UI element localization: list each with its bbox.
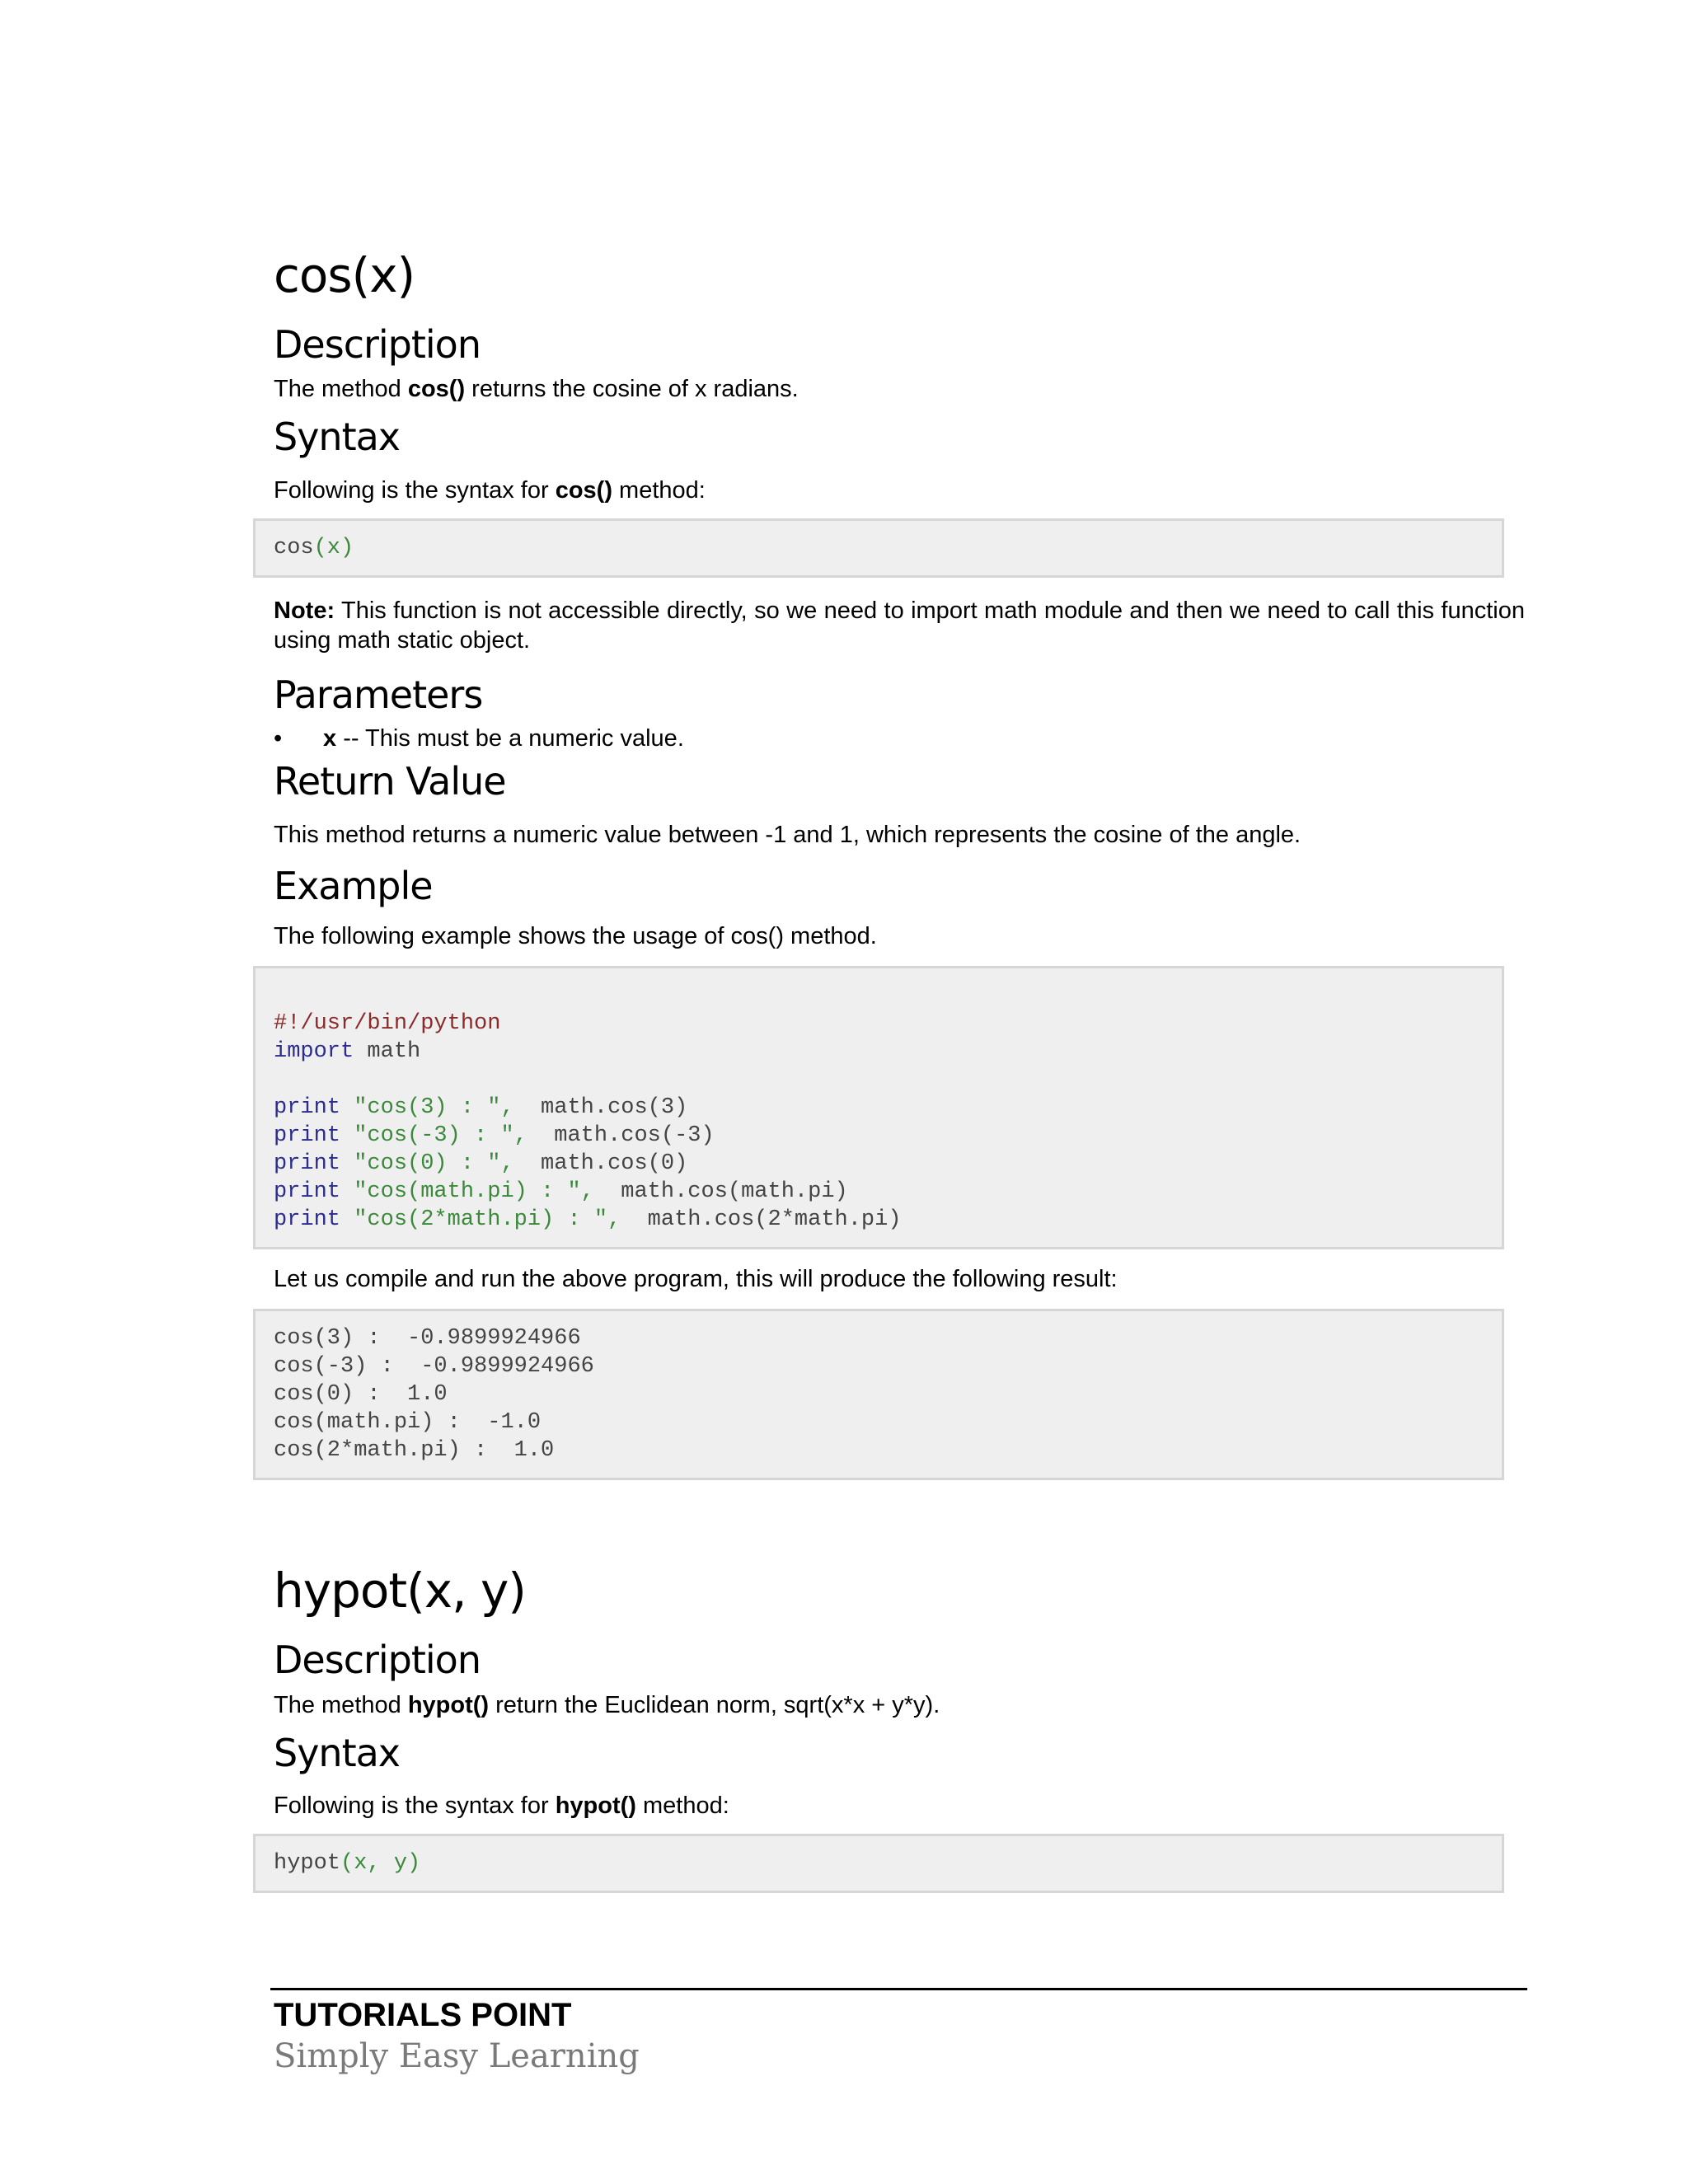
code-print-kw: print [274, 1207, 341, 1233]
output-line: cos(math.pi) : -1.0 [274, 1410, 542, 1436]
desc-post: returns the cosine of x radians. [465, 376, 799, 403]
output-line: cos(2*math.pi) : 1.0 [274, 1438, 555, 1464]
code-l2-str: "cos(-3) : ", [340, 1123, 528, 1149]
code-l4-str: "cos(math.pi) : ", [340, 1179, 594, 1205]
param-name: x [323, 725, 337, 752]
syntax-bold: cos() [555, 477, 612, 504]
code-import-mod: math [354, 1039, 421, 1065]
cos-example-text: The following example shows the usage of cos() method. [274, 923, 877, 950]
cos-result-intro: Let us compile and run the above program, this will produce the following result: [274, 1266, 1118, 1293]
output-line: cos(3) : -0.9899924966 [274, 1326, 581, 1352]
code-l1-rest: math.cos(3) [513, 1095, 688, 1121]
bullet-icon: • [274, 725, 283, 752]
cos-return-text: This method returns a numeric value between -1 and 1, which represents the cosine of the angle. [274, 822, 1301, 849]
footer-divider [270, 1988, 1527, 1990]
cos-parameters-heading: Parameters [274, 673, 483, 718]
cos-output-code [253, 1309, 1504, 1480]
code-l2-rest: math.cos(-3) [527, 1123, 715, 1149]
code-import-kw: import [274, 1039, 354, 1065]
param-list-item [274, 724, 1525, 753]
code-l5-str: "cos(2*math.pi) : ", [340, 1207, 621, 1233]
output-line: cos(-3) : -0.9899924966 [274, 1354, 594, 1380]
syntax-bold: hypot() [555, 1793, 636, 1820]
syntax-args: (x) [313, 536, 354, 561]
syntax-post: method: [612, 477, 706, 504]
code-print-kw: print [274, 1095, 341, 1121]
code-l5-rest: math.cos(2*math.pi) [621, 1207, 902, 1233]
desc-bold: cos() [407, 376, 466, 403]
syntax-fn: hypot [274, 1851, 341, 1877]
code-l3-rest: math.cos(0) [513, 1151, 688, 1177]
cos-example-heading: Example [274, 864, 433, 909]
footer-tagline: Simply Easy Learning [274, 2037, 640, 2075]
param-desc [323, 724, 684, 753]
cos-syntax-code [253, 518, 1504, 578]
desc-pre: The method [274, 376, 408, 403]
output-line: cos(0) : 1.0 [274, 1382, 448, 1408]
desc-post: return the Euclidean norm, sqrt(x*x + y*y). [489, 1691, 940, 1718]
footer-brand: TUTORIALS POINT [274, 1997, 572, 2033]
code-l3-str: "cos(0) : ", [340, 1151, 514, 1177]
hypot-syntax-heading: Syntax [274, 1730, 401, 1775]
note-text: This function is not accessible directly, so we need to import math module and then we need to call this function using math static object. [274, 598, 1525, 654]
param-text: -- This must be a numeric value. [336, 725, 684, 752]
cos-example-code [253, 966, 1504, 1249]
cos-return-heading: Return Value [274, 759, 506, 804]
syntax-post: method: [635, 1793, 729, 1820]
page-content [274, 247, 1525, 1893]
code-l1-str: "cos(3) : ", [340, 1095, 514, 1121]
syntax-fn: cos [274, 536, 314, 561]
cos-title: cos(x) [274, 247, 415, 303]
desc-bold: hypot() [407, 1691, 490, 1718]
note-label: Note: [274, 598, 335, 625]
cos-description-heading: Description [274, 321, 481, 367]
code-print-kw: print [274, 1123, 341, 1149]
code-shebang: #!/usr/bin/python [274, 1011, 501, 1037]
cos-note [274, 596, 1525, 655]
hypot-description-heading: Description [274, 1637, 481, 1682]
hypot-syntax-code [253, 1834, 1504, 1893]
cos-syntax-heading: Syntax [274, 415, 401, 460]
syntax-pre: Following is the syntax for [274, 1793, 556, 1820]
hypot-description-text [274, 1690, 1525, 1720]
cos-syntax-text [274, 476, 1525, 505]
hypot-title: hypot(x, y) [274, 1563, 526, 1619]
cos-description-text [274, 374, 1525, 404]
code-print-kw: print [274, 1179, 341, 1205]
code-print-kw: print [274, 1151, 341, 1177]
desc-pre: The method [274, 1691, 408, 1718]
syntax-args: (x, y) [340, 1851, 421, 1877]
code-l4-rest: math.cos(math.pi) [593, 1179, 848, 1205]
hypot-syntax-text [274, 1791, 1525, 1821]
syntax-pre: Following is the syntax for [274, 477, 556, 504]
